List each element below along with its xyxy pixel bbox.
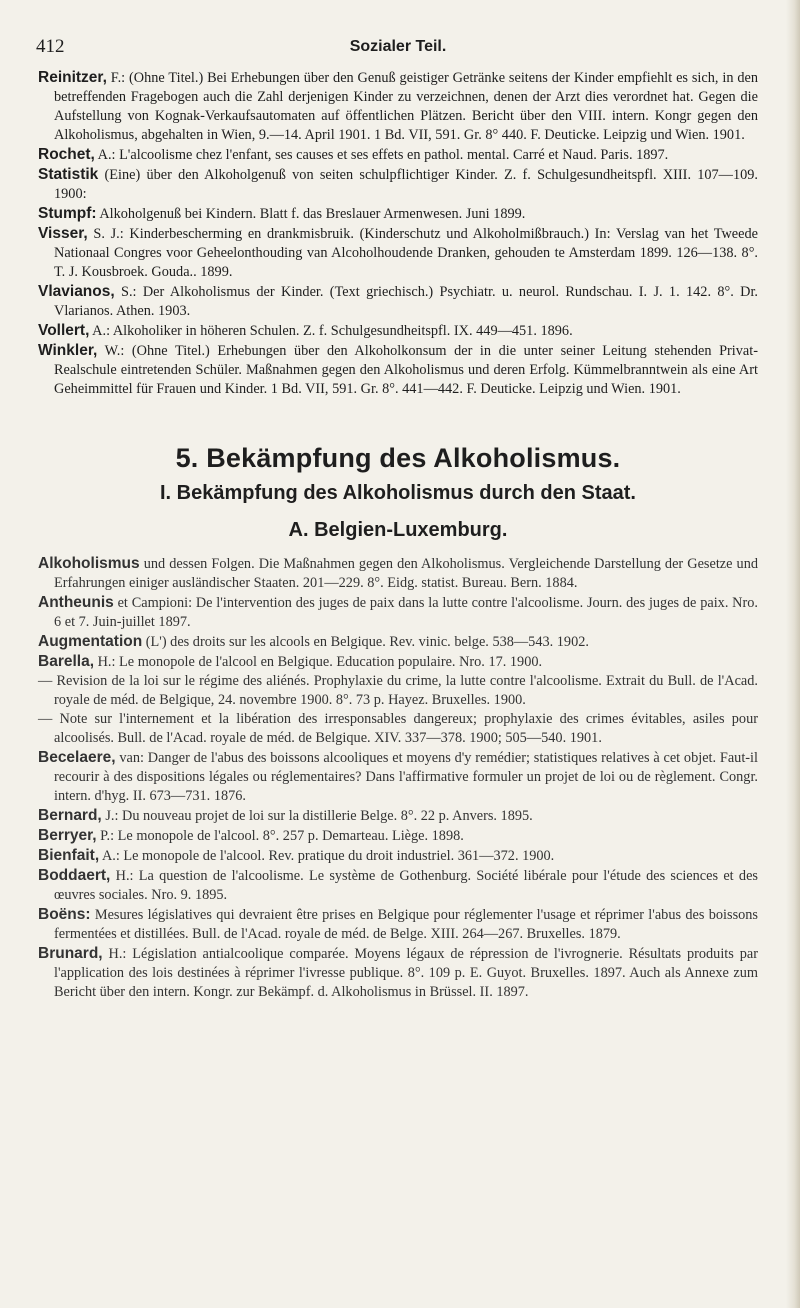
entry-text: A.: Le monopole de l'alcool. Rev. pratique du droit industriel. 361—372. 1900. xyxy=(99,848,555,864)
entry-text: et Campioni: De l'intervention des juges de paix dans la lutte contre l'alcoolisme. Journ. des juges de paix. Nro. 6 et 7. Juin-juillet 1897. xyxy=(54,595,758,630)
bibliography-entry xyxy=(38,710,758,748)
page-header xyxy=(38,36,758,68)
entry-author: Bernard, xyxy=(38,807,102,824)
bibliography-entry xyxy=(38,341,758,399)
entry-text: H.: Législation antialcoolique comparée. Moyens légaux de répression de l'ivrognerie. Résultats produits par l'application des lois destinées à réprimer l'ivresse publique. 8°. 109 p. E. Guyot. Bruxelles. 1897. Auch als Annexe zum Bericht über den intern. Kongr. zur Bekämpf. d. Alkoholismus in Brüssel. II. 1897. xyxy=(54,946,758,1000)
bibliography-entry xyxy=(38,204,758,224)
entry-text: van: Danger de l'abus des boissons alcooliques et moyens d'y remédier; statistiques relatives à cet objet. Faut-il recourir à des dispositions légales ou réglementaires? Dans l'affirmative formuler un projet de loi ou de règlement. Congr. intern. d'hyg. II. 673—731. 1876. xyxy=(54,750,758,804)
entry-author: Statistik xyxy=(38,166,99,183)
entry-author: Rochet, xyxy=(38,146,95,163)
entry-text: P.: Le monopole de l'alcool. 8°. 257 p. Demarteau. Liège. 1898. xyxy=(96,828,464,844)
bibliography-entry xyxy=(38,224,758,282)
entry-author: Bienfait, xyxy=(38,847,100,864)
bibliography-entry xyxy=(38,905,758,944)
entry-author: Stumpf: xyxy=(38,205,97,222)
bibliography-entry xyxy=(38,282,758,321)
bibliography-list-bottom xyxy=(38,554,758,1002)
entry-author: Becelaere, xyxy=(38,749,116,766)
entry-author: Alkoholismus xyxy=(38,555,140,572)
entry-author: Brunard, xyxy=(38,945,103,962)
entry-text: H.: La question de l'alcoolisme. Le système de Gothenburg. Société libérale pour l'étude des sciences et des œuvres sociales. Nro. 9. 1895. xyxy=(54,868,758,903)
bibliography-entry xyxy=(38,672,758,710)
bibliography-list-top xyxy=(38,68,758,399)
subsubsection-title: A. Belgien-Luxemburg. xyxy=(288,519,508,541)
entry-author: Antheunis xyxy=(38,594,114,611)
entry-author: Vollert, xyxy=(38,322,90,339)
bibliography-entry xyxy=(38,652,758,672)
entry-text: — Revision de la loi sur le régime des aliénés. Prophylaxie du crime, la lutte contre l'alcoolisme. Extrait du Bull. de l'Acad. royale de méd. de Belgique, 24. novembre 1900. 8°. 73 p. Hayez. Bruxelles. 1900. xyxy=(38,673,758,708)
page-number: 412 xyxy=(36,36,65,57)
bibliography-entry xyxy=(38,806,758,826)
bibliography-entry xyxy=(38,632,758,652)
entry-author: Berryer, xyxy=(38,827,97,844)
entry-author: Boëns: xyxy=(38,906,91,923)
entry-text: A.: Alkoholiker in höheren Schulen. Z. f. Schulgesundheitspfl. IX. 449—451. 1896. xyxy=(89,323,573,339)
section-title: 5. Bekämpfung des Alkoholismus. xyxy=(175,443,621,473)
entry-author: Reinitzer, xyxy=(38,69,107,86)
bibliography-entry xyxy=(38,866,758,905)
book-page xyxy=(38,36,758,1002)
entry-text: S. J.: Kinderbescherming en drankmisbruik. (Kinderschutz und Alkoholmißbrauch.) In: Verslag van het Tweede Nationaal Congres voor Geheelonthouding van Alcoholhoudende Dranken, gehouden te Amsterdam 1899. 126—138. 8°. T. J. Kousbroek. Gouda.. 1899. xyxy=(54,226,758,280)
entry-text: Alkoholgenuß bei Kindern. Blatt f. das Breslauer Armenwesen. Juni 1899. xyxy=(96,206,526,222)
bibliography-entry xyxy=(38,68,758,145)
running-title: Sozialer Teil. xyxy=(349,38,447,55)
bibliography-entry xyxy=(38,165,758,204)
entry-text: (Eine) über den Alkoholgenuß von seiten schulpflichtiger Kinder. Z. f. Schulgesundheitspfl. XIII. 107—109. 1900: xyxy=(54,167,758,202)
bibliography-entry xyxy=(38,748,758,806)
entry-author: Augmentation xyxy=(38,633,143,650)
entry-author: Barella, xyxy=(38,653,95,670)
subsection-title: I. Bekämpfung des Alkoholismus durch den Staat. xyxy=(159,482,636,504)
entry-text: A.: L'alcoolisme chez l'enfant, ses causes et ses effets en pathol. mental. Carré et Naud. Paris. 1897. xyxy=(94,147,669,163)
bibliography-entry xyxy=(38,846,758,866)
bibliography-entry xyxy=(38,321,758,341)
entry-text: H.: Le monopole de l'alcool en Belgique. Education populaire. Nro. 17. 1900. xyxy=(94,654,543,670)
page-edge-shadow xyxy=(786,0,800,1308)
bibliography-entry xyxy=(38,145,758,165)
entry-author: Vlavianos, xyxy=(38,283,115,300)
entry-text: F.: (Ohne Titel.) Bei Erhebungen über den Genuß geistiger Getränke seitens der Kinder empfiehlt es sich, in den betreffenden Fragebogen auch die Zahl derjenigen Kinder zu verzeichnen, denen der Arzt dies verordnet hat. Gegen die Aufstellung von Kognak-Verkaufsautomaten auf öffentlichen Plätzen. Bericht über den VIII. intern. Kongr gegen den Alkoholismus, abgehalten in Wien, 9.—14. April 1901. 1 Bd. VII, 591. Gr. 8° 440. F. Deuticke. Leipzig und Wien. 1901. xyxy=(54,70,758,143)
entry-author: Boddaert, xyxy=(38,867,111,884)
entry-author: Winkler, xyxy=(38,342,98,359)
entry-text: (L') des droits sur les alcools en Belgique. Rev. vinic. belge. 538—543. 1902. xyxy=(142,634,589,650)
bibliography-entry xyxy=(38,554,758,593)
entry-text: Mesures législatives qui devraient être prises en Belgique pour réglementer l'usage et réprimer l'abus des boissons fermentées et distillées. Bull. de l'Acad. royale de méd. de Belge. XIII. 264—267. Bruxelles. 1879. xyxy=(54,907,758,942)
entry-text: J.: Du nouveau projet de loi sur la distillerie Belge. 8°. 22 p. Anvers. 1895. xyxy=(101,808,533,824)
entry-text: — Note sur l'internement et la libération des irresponsables dangereux; prophylaxie des crimes évitables, asiles pour alcoolisés. Bull. de l'Acad. royale de méd. de Belgique. XIV. 337—378. 1900; 505—540. 1901. xyxy=(38,711,758,746)
bibliography-entry xyxy=(38,826,758,846)
entry-text: W.: (Ohne Titel.) Erhebungen über den Alkoholkonsum der in die unter seiner Leitung stehenden Privat-Realschule eintretenden Schüler. Maßnahmen gegen den Alkoholismus und deren Erfolg. Kümmelbranntwein als eine Art Geheimmittel für Frauen und Kinder. 1 Bd. VII, 591. Gr. 8°. 441—442. F. Deuticke. Leipzig und Wien. 1901. xyxy=(54,343,758,397)
bibliography-entry xyxy=(38,593,758,632)
entry-author: Visser, xyxy=(38,225,88,242)
entry-text: S.: Der Alkoholismus der Kinder. (Text griechisch.) Psychiatr. u. neurol. Rundschau. I. J. 1. 142. 8°. Dr. Vlarianos. Athen. 1903. xyxy=(54,284,758,319)
entry-text: und dessen Folgen. Die Maßnahmen gegen den Alkoholismus. Vergleichende Darstellung der Gesetze und Erfahrungen einiger ausländischer Staaten. 201—229. 8°. Eidg. statist. Bureau. Bern. 1884. xyxy=(54,556,758,591)
bibliography-entry xyxy=(38,944,758,1002)
